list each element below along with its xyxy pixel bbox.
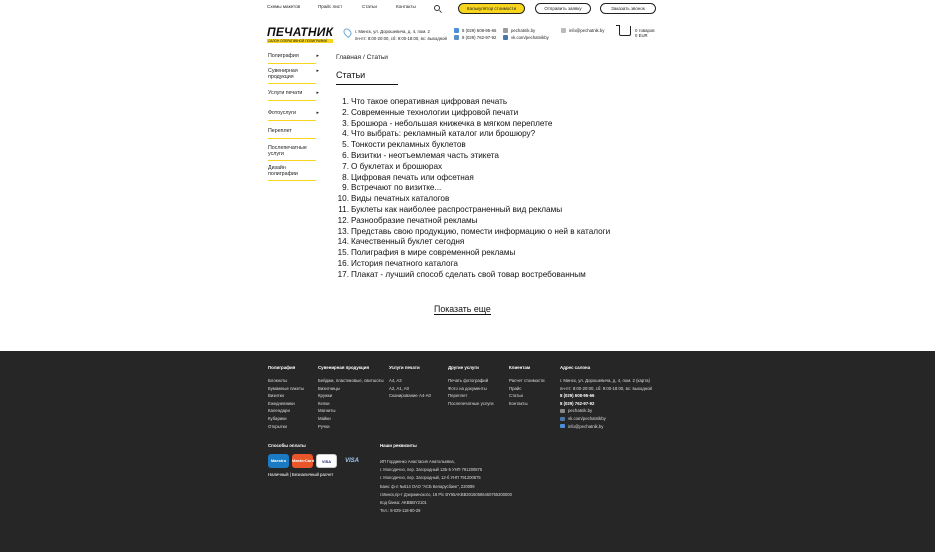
chevron-right-icon: ▸ bbox=[316, 90, 319, 96]
logo[interactable] bbox=[267, 26, 333, 44]
article-link[interactable]: История печатного каталога bbox=[351, 258, 458, 268]
show-more-button[interactable]: Показать еще bbox=[434, 304, 491, 314]
footer-link[interactable]: Открытки bbox=[268, 423, 287, 429]
sidebar-item-label: Фотоуслуги bbox=[268, 110, 296, 116]
chevron-right-icon: ▸ bbox=[316, 110, 319, 116]
logo-text: ПЕЧАТНИК bbox=[267, 25, 334, 39]
footer-link[interactable]: Блокноты bbox=[268, 378, 288, 383]
topnav-articles-link[interactable]: Статьи bbox=[362, 4, 377, 9]
logo-subtitle: САЛОН ОПЕРАТИВНОЙ ПОЛИГРАФИИ bbox=[267, 39, 333, 43]
mastercard-logo: MasterCard bbox=[292, 454, 313, 468]
footer-link[interactable]: Кубарики bbox=[268, 415, 287, 421]
footer-link[interactable]: Майки bbox=[318, 415, 331, 421]
article-number: 4. bbox=[342, 129, 349, 139]
article-number: 14. bbox=[337, 237, 349, 247]
article-item[interactable] bbox=[333, 259, 610, 270]
article-number: 15. bbox=[337, 248, 349, 258]
footer-requisites-heading: Наши реквизиты bbox=[380, 443, 417, 448]
requisite-line: г. Молодечно, пер. Загородный 12Б-5 УНП 791200875 bbox=[380, 467, 483, 473]
article-link[interactable]: Что выбрать: рекламный каталог или брошюру? bbox=[351, 129, 536, 139]
sidebar-item-design[interactable] bbox=[268, 166, 316, 181]
sidebar-item-label: Полиграфия bbox=[268, 53, 299, 59]
globe-icon bbox=[560, 409, 565, 413]
header-hours: пн-пт: 8:00-20:00, сб: 9:00-18:00, вс: выходной bbox=[355, 36, 447, 41]
article-item[interactable] bbox=[333, 216, 610, 227]
maestro-logo: Maestro bbox=[268, 454, 289, 468]
top-bar bbox=[0, 0, 935, 18]
article-link[interactable]: Представь свою продукцию, помести информацию о ней в каталоги bbox=[351, 226, 611, 236]
article-link[interactable]: О буклетах и брошюрах bbox=[351, 161, 443, 171]
footer-souvenirs-heading: Сувенирная продукция bbox=[318, 365, 370, 370]
articles-list bbox=[333, 97, 610, 281]
footer-site-link[interactable]: pechatnik.by bbox=[568, 408, 593, 414]
footer-other-services-heading: Другие услуги bbox=[448, 365, 479, 370]
article-link[interactable]: Брошюра - небольшая книжечка в мягком переплете bbox=[351, 118, 553, 128]
sidebar-item-label: Услуги печати bbox=[268, 90, 303, 96]
search-icon[interactable] bbox=[434, 5, 440, 11]
order-call-button[interactable]: Заказать звонок bbox=[600, 3, 656, 14]
cart-count[interactable]: 0 товаров bbox=[635, 28, 655, 33]
article-item[interactable] bbox=[333, 237, 610, 248]
footer-link[interactable]: Бейджи, пластиковые, свитшоты bbox=[318, 378, 384, 383]
location-pin-icon bbox=[342, 27, 353, 38]
sidebar-item-postpress[interactable] bbox=[268, 146, 316, 161]
footer-requisites-list bbox=[380, 458, 512, 515]
footer-link[interactable]: Кепки bbox=[318, 400, 330, 406]
vk-icon bbox=[560, 417, 565, 421]
footer-link[interactable]: Календари bbox=[268, 408, 290, 414]
footer-print-services-list bbox=[389, 377, 431, 400]
breadcrumb-separator: / bbox=[361, 54, 367, 61]
sidebar-item-binding[interactable] bbox=[268, 129, 316, 139]
footer-link[interactable]: Контакты bbox=[509, 400, 528, 406]
footer-clients-list bbox=[509, 377, 545, 407]
article-number: 12. bbox=[337, 215, 349, 225]
footer-hours: пн-пт: 8:00-20:00, сб: 9:00-18:00, вс: выходной bbox=[560, 385, 652, 391]
visa-alt-logo: VISA bbox=[344, 458, 359, 464]
article-link[interactable]: Полиграфия в мире современной рекламы bbox=[351, 248, 516, 258]
footer-link[interactable]: Расчет стоимости bbox=[509, 378, 545, 383]
article-link[interactable]: Буклеты как наиболее распространенный вид рекламы bbox=[351, 204, 563, 214]
sidebar-item-label: Дизайн полиграфии bbox=[268, 165, 298, 177]
footer-link[interactable]: A4, A3 bbox=[389, 378, 402, 383]
footer-link[interactable]: Печать фотографий bbox=[448, 378, 489, 383]
globe-icon bbox=[503, 28, 508, 33]
sidebar-item-label: Послепечатные услуги bbox=[268, 145, 307, 157]
requisite-line: г.Минск,пр-т Дзержинского, 18 Р/с BY65AKBB30150586460765300000 bbox=[380, 491, 512, 497]
footer-phone-2[interactable]: 8 (029) 762-97-92 bbox=[560, 400, 595, 406]
vk-icon bbox=[503, 35, 508, 40]
footer-souvenirs-list bbox=[318, 377, 384, 430]
calculator-button[interactable]: Калькулятор стоимости bbox=[458, 3, 525, 14]
page-title: Статьи bbox=[336, 70, 398, 85]
article-link[interactable]: Разнообразие печатной рекламы bbox=[351, 215, 478, 225]
footer-address-heading: Адрес салона bbox=[560, 365, 591, 370]
article-link[interactable]: Виды печатных каталогов bbox=[351, 194, 450, 204]
requisite-line: Тел.: 8-029-118-80-29 bbox=[380, 508, 421, 514]
cart-sum: 0 EUR bbox=[635, 33, 648, 38]
article-item[interactable] bbox=[333, 270, 610, 281]
footer-link[interactable]: A2, A1, A0 bbox=[389, 385, 410, 391]
article-link[interactable]: Визитки - неотъемлемая часть этикета bbox=[351, 150, 499, 160]
header-phone-1[interactable]: 8 (029) 608-95-66 bbox=[462, 28, 497, 33]
article-link[interactable]: Цифровая печать или офсетная bbox=[351, 172, 474, 182]
footer-email-link[interactable]: info@pechatnik.by bbox=[568, 423, 604, 429]
article-link[interactable]: Что такое оперативная цифровая печать bbox=[351, 97, 508, 106]
footer-vk-link[interactable]: vk.com/pechatnikby bbox=[568, 415, 606, 421]
footer-link[interactable]: Кружки bbox=[318, 393, 333, 399]
breadcrumb bbox=[336, 54, 388, 61]
article-item[interactable] bbox=[333, 194, 610, 205]
sidebar-item-souvenirs[interactable] bbox=[268, 68, 319, 84]
send-request-button[interactable]: Отправить заявку bbox=[535, 3, 591, 14]
footer-link[interactable]: Визитницы bbox=[318, 385, 340, 391]
article-number: 11. bbox=[338, 204, 349, 214]
sidebar-item-photo[interactable] bbox=[268, 110, 319, 121]
footer-link[interactable]: Статьи bbox=[509, 393, 523, 399]
messenger-icon bbox=[454, 35, 459, 40]
footer-address-block bbox=[560, 377, 652, 430]
phone-icon bbox=[454, 28, 459, 33]
footer-link[interactable]: Послепечатные услуги bbox=[448, 400, 494, 406]
footer-print-services-heading: Услуги печати bbox=[389, 365, 420, 370]
article-number: 13. bbox=[337, 226, 349, 236]
mail-icon bbox=[560, 424, 565, 428]
header-vk-link[interactable]: vk.com/pechatnikby bbox=[511, 35, 549, 40]
article-number: 10. bbox=[337, 194, 349, 204]
article-item[interactable] bbox=[333, 173, 610, 184]
visa-logo: VISA bbox=[316, 454, 337, 468]
article-number: 7. bbox=[342, 161, 349, 171]
footer-payment-heading: Способы оплаты bbox=[268, 443, 306, 448]
article-item[interactable] bbox=[333, 205, 610, 216]
article-item[interactable] bbox=[333, 108, 610, 119]
breadcrumb-current: Статьи bbox=[366, 54, 388, 61]
sidebar-item-print-services[interactable] bbox=[268, 90, 319, 101]
footer-address: г. Минск, ул. Дорошевича, д. 4, пом. 2 (карта) bbox=[560, 378, 650, 383]
sidebar-item-label: Переплет bbox=[268, 128, 292, 134]
requisite-line: Банк: ф-л №514 ОАО "АСБ Беларусбанк", 220089 bbox=[380, 483, 475, 489]
header-address: г. Минск, ул. Дорошевича, д. 4, пом. 2 bbox=[355, 29, 430, 34]
footer-phone-1[interactable]: 8 (029) 608-95-66 bbox=[560, 393, 595, 399]
article-link[interactable]: Тонкости рекламных буклетов bbox=[351, 140, 466, 150]
article-number: 16. bbox=[337, 258, 349, 268]
topnav-price-link[interactable]: Прайс лист bbox=[318, 4, 343, 9]
footer-printing-list bbox=[268, 377, 304, 430]
article-item[interactable] bbox=[333, 151, 610, 162]
footer-other-services-list bbox=[448, 377, 494, 407]
footer-link[interactable]: Ежедневники bbox=[268, 400, 295, 406]
article-item[interactable] bbox=[333, 248, 610, 259]
article-number: 6. bbox=[342, 150, 349, 160]
footer-link[interactable]: Переплет bbox=[448, 393, 468, 399]
chevron-right-icon: ▸ bbox=[316, 53, 319, 59]
article-number: 3. bbox=[342, 118, 349, 128]
article-link[interactable]: Встречают по визитке... bbox=[351, 183, 442, 193]
footer-link[interactable]: Сканирование A4-A0 bbox=[389, 393, 431, 399]
topnav-layouts-link[interactable]: Схемы макетов bbox=[267, 4, 301, 9]
sidebar-item-label: Сувенирная продукция bbox=[268, 68, 298, 80]
requisite-line: ИП Гордиенко Анастасия Анатольевна, bbox=[380, 459, 455, 464]
footer-link[interactable]: Ручки bbox=[318, 423, 330, 429]
article-link[interactable]: Современные технологии цифровой печати bbox=[351, 107, 519, 117]
footer-link[interactable]: Магниты bbox=[318, 408, 336, 414]
chevron-right-icon: ▸ bbox=[316, 68, 319, 74]
article-item[interactable] bbox=[333, 162, 610, 173]
article-item[interactable] bbox=[333, 119, 610, 130]
header-email-link[interactable]: info@pechatnik.by bbox=[569, 28, 605, 33]
breadcrumb-home-link[interactable]: Главная bbox=[336, 54, 362, 61]
requisite-line: г. Молодечно, пер. Загородный, 12-б УНП 791200875 bbox=[380, 475, 481, 481]
header-site-link[interactable]: pechatnik.by bbox=[511, 28, 536, 33]
article-item[interactable] bbox=[333, 129, 610, 140]
article-number: 5. bbox=[342, 140, 349, 150]
footer-printing-heading: Полиграфия bbox=[268, 365, 296, 370]
footer-link[interactable]: Фото на документы bbox=[448, 385, 487, 391]
footer-link[interactable]: Бумажные пакеты bbox=[268, 385, 305, 391]
payment-methods-text: Наличный | Безналичный расчет bbox=[268, 472, 334, 477]
article-item[interactable] bbox=[333, 183, 610, 194]
article-number: 9. bbox=[342, 183, 349, 193]
header-phone-2[interactable]: 8 (029) 762-97-92 bbox=[462, 35, 497, 40]
article-number: 1. bbox=[342, 97, 349, 106]
mail-icon bbox=[561, 28, 566, 33]
topnav-contacts-link[interactable]: Контакты bbox=[396, 4, 416, 9]
article-item[interactable] bbox=[333, 227, 610, 238]
article-number: 8. bbox=[342, 172, 349, 182]
article-item[interactable] bbox=[333, 140, 610, 151]
requisite-line: Код банка: AKBBBY2101 bbox=[380, 500, 427, 506]
sidebar-item-printing[interactable] bbox=[268, 53, 319, 64]
footer-link[interactable]: Визитки bbox=[268, 393, 284, 399]
article-link[interactable]: Качественный буклет сегодня bbox=[351, 237, 465, 247]
cart-icon[interactable] bbox=[619, 26, 631, 36]
footer-clients-heading: Клиентам bbox=[509, 365, 531, 370]
article-number: 2. bbox=[342, 107, 349, 117]
article-item[interactable] bbox=[333, 97, 610, 108]
article-link[interactable]: Плакат - лучший способ сделать свой товар востребованным bbox=[351, 269, 586, 279]
footer-link[interactable]: Прайс bbox=[509, 385, 522, 391]
article-number: 17. bbox=[337, 269, 349, 279]
